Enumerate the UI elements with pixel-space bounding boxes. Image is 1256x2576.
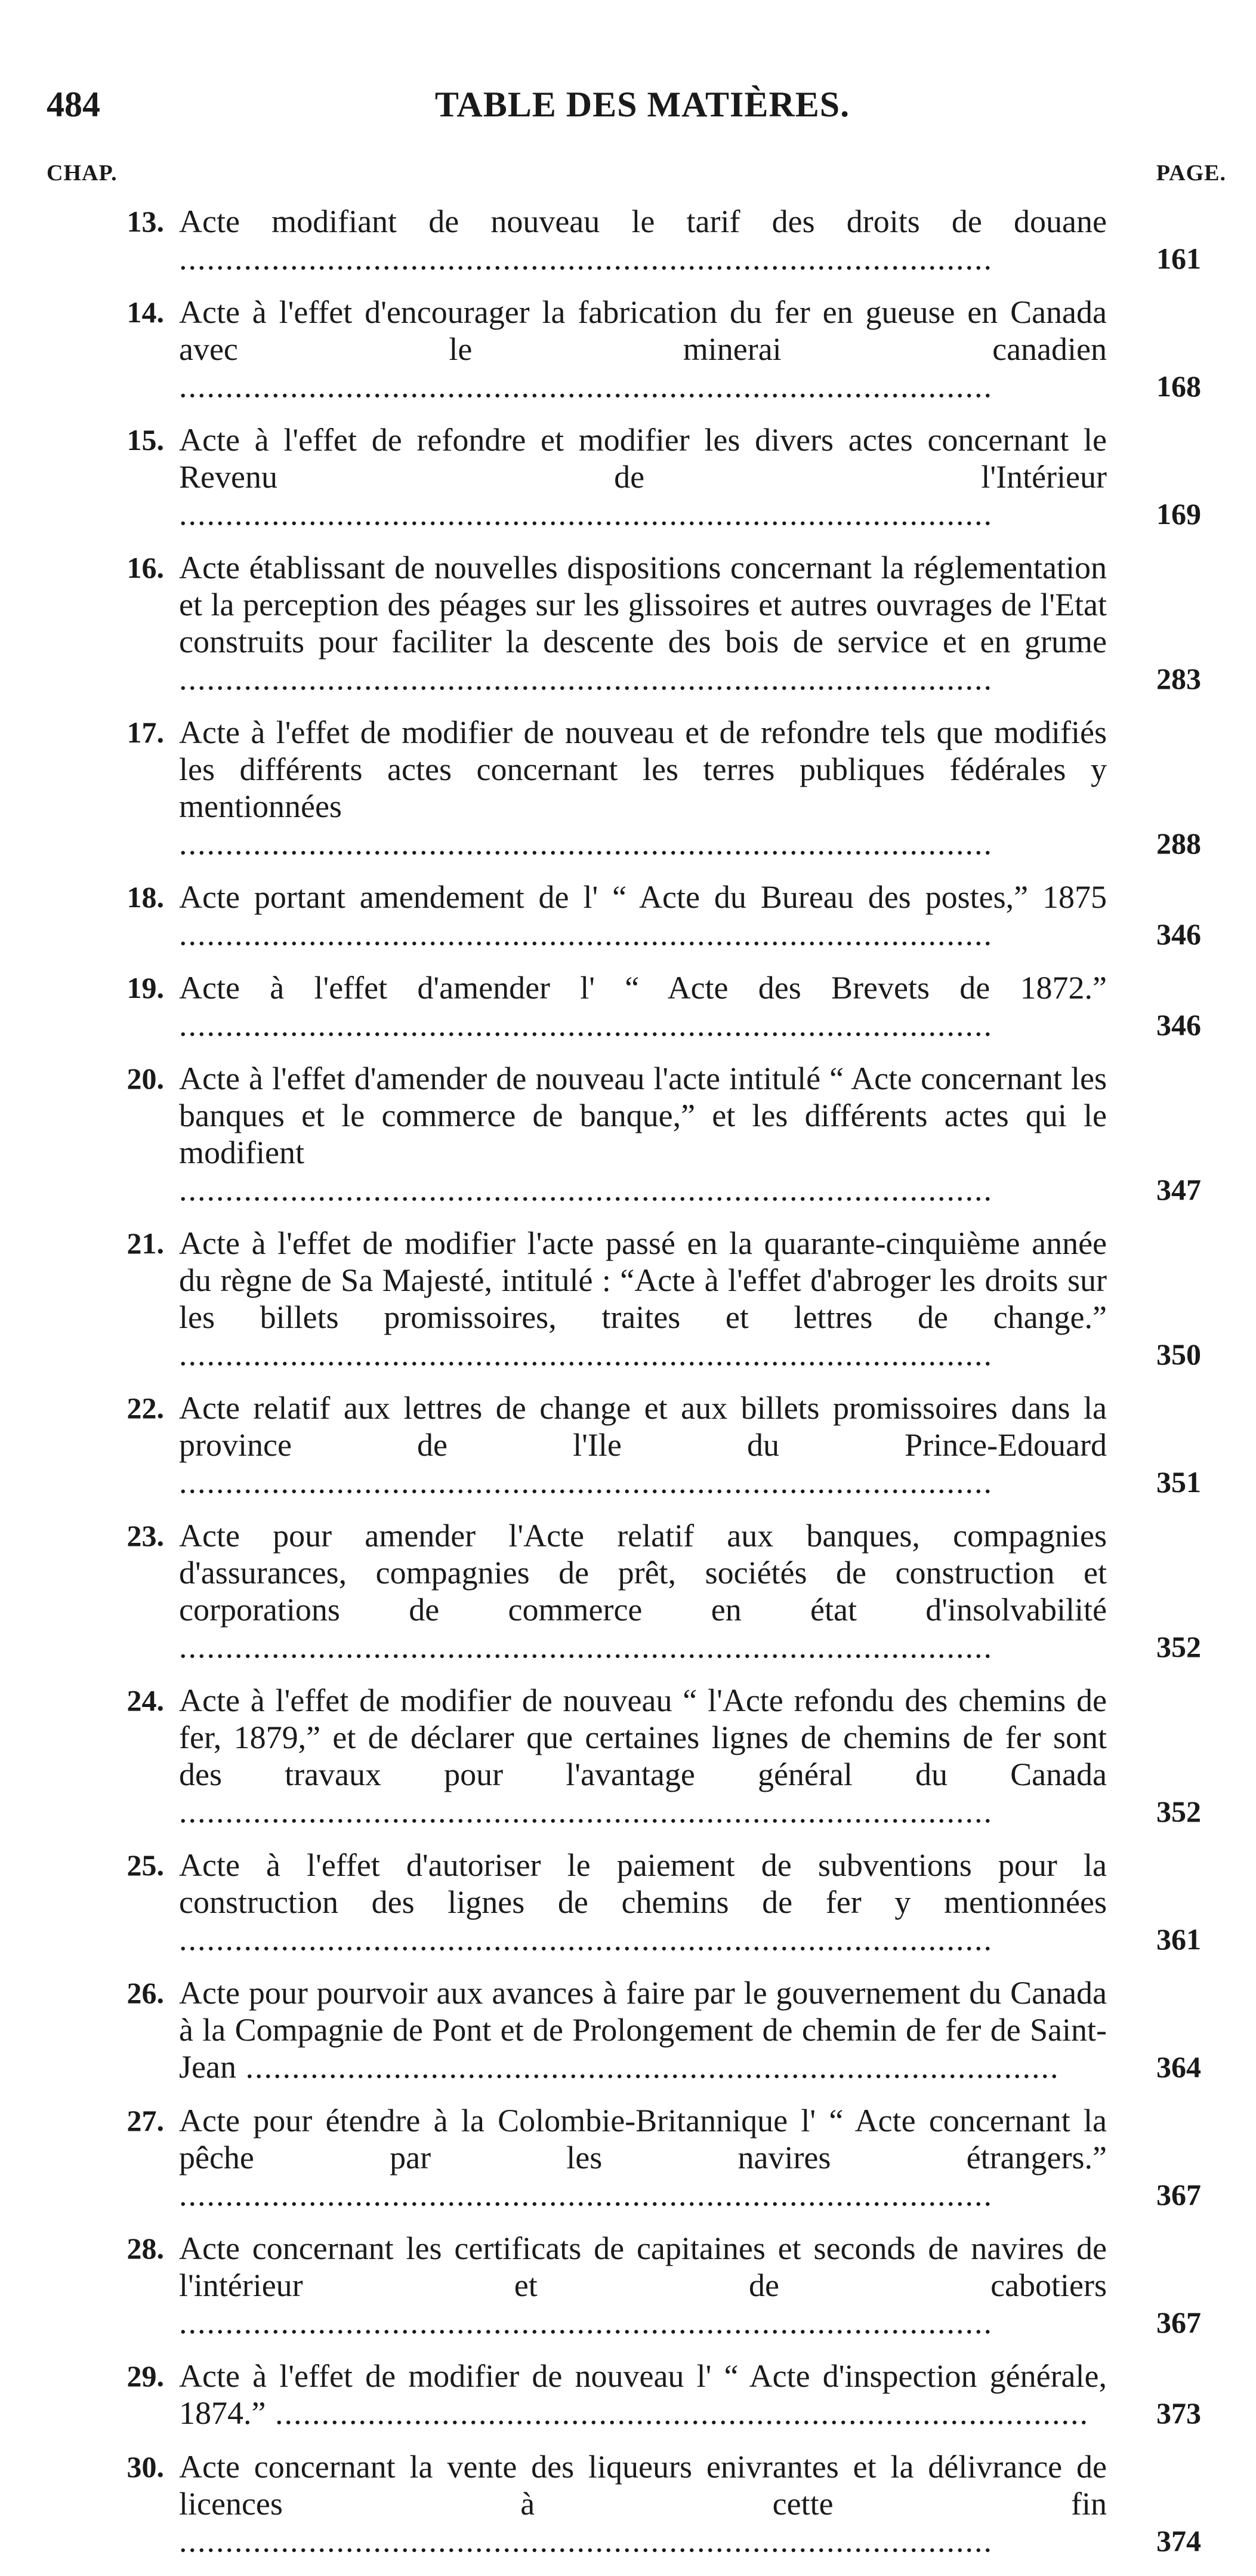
- page-reference: 373: [1135, 2395, 1201, 2432]
- page-reference: 169: [1135, 495, 1201, 532]
- contents-entry: [36, 2102, 1226, 2213]
- entry-title-block: [179, 2230, 1107, 2341]
- dot-leader: [179, 1172, 993, 1207]
- contents-entry: [36, 2230, 1226, 2341]
- entry-title-block: [179, 1517, 1107, 1665]
- dot-leader: [179, 1629, 993, 1665]
- chapter-number: 21.: [126, 1227, 164, 1260]
- entry-title: Acte à l'effet de modifier de nouveau et de refondre tels que modifiés les différents actes concernant les terres publiques fédérales y mentionnées: [179, 714, 1107, 824]
- chapter-number: 14.: [126, 295, 164, 329]
- dot-leader: [179, 1794, 993, 1829]
- running-head: [47, 78, 1220, 131]
- entry-title-block: [179, 1682, 1107, 1830]
- contents-entry: [36, 1060, 1226, 1208]
- entry-title-block: [179, 714, 1107, 862]
- contents-entry: [36, 1517, 1226, 1665]
- page-column-header: PAGE.: [1156, 161, 1226, 186]
- chapter-number: 19.: [126, 971, 164, 1004]
- entry-title: Acte relatif aux lettres de change et aux billets promissoires dans la province de l'Ile du Prince-Edouard: [179, 1390, 1107, 1463]
- contents-entry: [36, 549, 1226, 697]
- dot-leader: [179, 1007, 993, 1043]
- contents-entry: [36, 969, 1226, 1043]
- page-reference: 288: [1135, 825, 1201, 862]
- page-reference: 352: [1135, 1628, 1201, 1665]
- chapter-number: 27.: [126, 2104, 164, 2137]
- page-reference: 361: [1135, 1921, 1201, 1958]
- dot-leader: [179, 916, 993, 952]
- chapter-number: 30.: [126, 2450, 164, 2483]
- dot-leader: [179, 825, 993, 861]
- page-title: TABLE DES MATIÈRES.: [434, 85, 850, 124]
- entry-title-block: [179, 294, 1107, 405]
- entry-title: Acte à l'effet de modifier de nouveau “ l'Acte refondu des chemins de fer, 1879,” et de déclarer que certaines lignes de chemins de fer sont des travaux pour l'avantage général du Canada: [179, 1683, 1107, 1792]
- dot-leader: [179, 1336, 993, 1372]
- entry-title: Acte pour pourvoir aux avances à faire par le gouvernement du Canada à la Compagnie de Pont et de Prolongement de chemin de fer de Saint-Jean: [179, 1975, 1107, 2085]
- page-reference: 374: [1135, 2522, 1201, 2559]
- contents-entry: [36, 1389, 1226, 1500]
- entry-title-block: [179, 969, 1107, 1043]
- page-reference: 350: [1135, 1336, 1201, 1373]
- entry-title-block: [179, 1974, 1107, 2085]
- chapter-number: 26.: [126, 1976, 164, 2010]
- page-reference: 352: [1135, 1793, 1201, 1830]
- contents-entry: [36, 1225, 1226, 1373]
- entry-title: Acte à l'effet d'autoriser le paiement de subventions pour la construction des lignes de chemins de fer y mentionnées: [179, 1847, 1107, 1920]
- entry-title: Acte pour amender l'Acte relatif aux banques, compagnies d'assurances, compagnies de prêt, sociétés de construction et corporations de commerce en état d'insolvabilité: [179, 1518, 1107, 1628]
- chapter-number: 17.: [126, 716, 164, 749]
- entry-title-block: [179, 2448, 1107, 2559]
- chapter-number: 23.: [126, 1519, 164, 1552]
- page-reference: 168: [1135, 368, 1201, 405]
- entry-title: Acte pour étendre à la Colombie-Britannique l' “ Acte concernant la pêche par les navires étrangers.”: [179, 2103, 1107, 2176]
- entry-title: Acte établissant de nouvelles dispositions concernant la réglementation et la perception des péages sur les glissoires et autres ouvrages de l'Etat construits pour faciliter la descente des bois de service et en grume: [179, 550, 1107, 660]
- chapter-number: 15.: [126, 423, 164, 457]
- entry-title: Acte à l'effet d'amender l' “ Acte des Brevets de 1872.”: [179, 970, 1107, 1006]
- page-reference: 346: [1135, 1006, 1201, 1043]
- chapter-number: 22.: [126, 1391, 164, 1425]
- page-number: 484: [47, 85, 100, 124]
- page-reference: 347: [1135, 1171, 1201, 1208]
- dot-leader: [266, 2395, 1089, 2431]
- entry-title-block: [179, 1847, 1107, 1958]
- page-reference: 351: [1135, 1463, 1201, 1500]
- dot-leader: [179, 1921, 993, 1957]
- contents-list: [36, 203, 1226, 2576]
- entry-title-block: [179, 421, 1107, 532]
- chapter-number: 28.: [126, 2232, 164, 2265]
- entry-title: Acte portant amendement de l' “ Acte du Bureau des postes,” 1875: [179, 879, 1107, 915]
- chapter-number: 13.: [126, 205, 164, 238]
- entry-title-block: [179, 1060, 1107, 1208]
- contents-entry: [36, 421, 1226, 532]
- entry-title-block: [179, 1225, 1107, 1373]
- chapter-number: 25.: [126, 1848, 164, 1882]
- entry-title: Acte à l'effet d'encourager la fabrication du fer en gueuse en Canada avec le minerai canadien: [179, 294, 1107, 367]
- dot-leader: [179, 368, 993, 404]
- contents-entry: [36, 1847, 1226, 1958]
- page-reference: 283: [1135, 660, 1201, 697]
- contents-entry: [36, 294, 1226, 405]
- page-reference: 161: [1135, 240, 1201, 277]
- entry-title: Acte concernant les certificats de capitaines et seconds de navires de l'intérieur et de cabotiers: [179, 2230, 1107, 2303]
- chapter-number: 16.: [126, 551, 164, 584]
- chapter-number: 18.: [126, 880, 164, 914]
- page-reference: 367: [1135, 2176, 1201, 2213]
- dot-leader: [236, 2049, 1060, 2085]
- entry-title-block: [179, 1389, 1107, 1500]
- dot-leader: [179, 2304, 993, 2340]
- chapter-number: 29.: [126, 2359, 164, 2393]
- entry-title-block: [179, 879, 1107, 953]
- entry-title: Acte modifiant de nouveau le tarif des droits de douane: [179, 204, 1107, 239]
- page-reference: 346: [1135, 916, 1201, 953]
- entry-title-block: [179, 549, 1107, 697]
- contents-entry: [36, 2448, 1226, 2559]
- entry-title: Acte concernant la vente des liqueurs enivrantes et la délivrance de licences à cette fin: [179, 2449, 1107, 2522]
- contents-entry: [36, 2358, 1226, 2432]
- entry-title: Acte à l'effet de modifier de nouveau l' “ Acte d'inspection générale, 1874.”: [179, 2358, 1107, 2431]
- page-reference: 364: [1135, 2048, 1201, 2085]
- dot-leader: [179, 2177, 993, 2213]
- entry-title-block: [179, 2102, 1107, 2213]
- dot-leader: [179, 1464, 993, 1500]
- entry-title-block: [179, 203, 1107, 277]
- contents-entry: [36, 879, 1226, 953]
- chapter-number: 24.: [126, 1684, 164, 1717]
- column-headers: [47, 160, 1226, 196]
- contents-entry: [36, 714, 1226, 862]
- entry-title: Acte à l'effet d'amender de nouveau l'acte intitulé “ Acte concernant les banques et le commerce de banque,” et les différents actes qui le modifient: [179, 1061, 1107, 1170]
- contents-entry: [36, 203, 1226, 277]
- dot-leader: [179, 661, 993, 697]
- dot-leader: [179, 496, 993, 532]
- page-reference: 367: [1135, 2304, 1201, 2341]
- entry-title: Acte à l'effet de refondre et modifier les divers actes concernant le Revenu de l'Intérieur: [179, 422, 1107, 495]
- dot-leader: [179, 241, 993, 276]
- contents-entry: [36, 1974, 1226, 2085]
- chapter-column-header: CHAP.: [47, 161, 118, 186]
- chapter-number: 20.: [126, 1062, 164, 1095]
- contents-entry: [36, 1682, 1226, 1830]
- entry-title-block: [179, 2358, 1107, 2432]
- dot-leader: [179, 2523, 993, 2559]
- entry-title: Acte à l'effet de modifier l'acte passé en la quarante-cinquième année du règne de Sa Majesté, intitulé : “Acte à l'effet d'abroger les droits sur les billets promissoires, traites et lettres de change.”: [179, 1225, 1107, 1335]
